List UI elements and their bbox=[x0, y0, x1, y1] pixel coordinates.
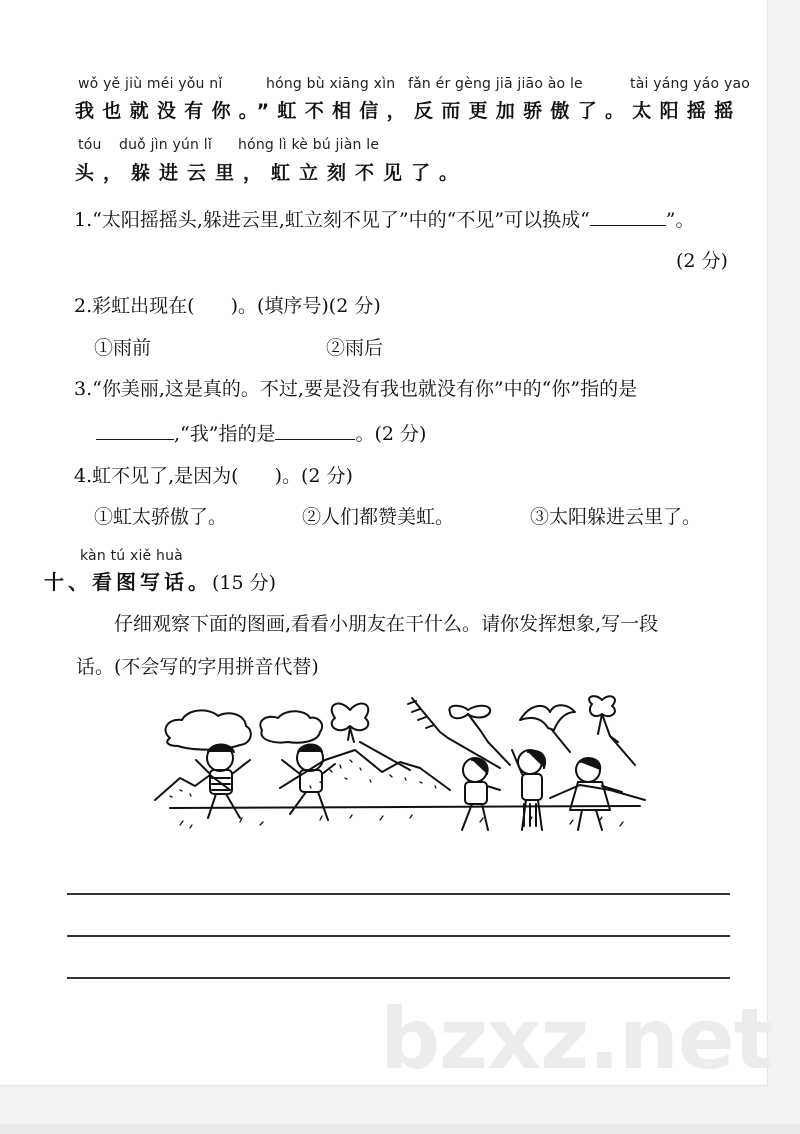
question-text: 虹不见了,是因为( bbox=[92, 465, 239, 487]
story-line-2: 头，躲进云里，虹立刻不见了。 bbox=[75, 162, 468, 184]
q4-option-2: ②人们都赞美虹。 bbox=[302, 506, 455, 528]
pinyin-2c: hóng lì kè bú jiàn le bbox=[238, 137, 380, 153]
writing-line-1[interactable] bbox=[67, 893, 730, 895]
instruction-line-2: 话。(不会写的字用拼音代替) bbox=[76, 656, 319, 678]
instruction-line-1: 仔细观察下面的图画,看看小朋友在干什么。请你发挥想象,写一段 bbox=[114, 613, 659, 635]
question-text-end: )。(2 分) bbox=[274, 465, 353, 487]
question-1-score: (2 分) bbox=[676, 250, 728, 272]
pinyin-1c: fǎn ér gèng jiā jiāo ào le bbox=[408, 76, 583, 92]
question-3-line2 bbox=[96, 419, 426, 446]
question-text-end: )。(填序号)(2 分) bbox=[230, 295, 381, 317]
pinyin-1a: wǒ yě jiù méi yǒu nǐ bbox=[78, 76, 223, 92]
question-text-end: ”。 bbox=[665, 209, 695, 231]
question-text: 彩虹出现在( bbox=[92, 295, 195, 317]
children-flying-kites-icon bbox=[150, 690, 650, 850]
question-2 bbox=[74, 291, 381, 318]
question-text: “你美丽,这是真的。不过,要是没有我也就没有你”中的“你”指的是 bbox=[92, 378, 638, 400]
answer-blank-3a[interactable] bbox=[96, 421, 174, 440]
pinyin-2a: tóu bbox=[78, 137, 102, 153]
pinyin-2b: duǒ jìn yún lǐ bbox=[119, 137, 212, 153]
question-number: 3. bbox=[74, 378, 93, 400]
question-4 bbox=[74, 461, 353, 488]
q2-option-1: ①雨前 bbox=[94, 337, 152, 359]
watermark: bzxz.net bbox=[380, 990, 773, 1088]
question-number: 1. bbox=[74, 209, 93, 231]
story-line-1: 我也就没有你。”虹不相信，反而更加骄傲了。太阳摇摇 bbox=[75, 100, 742, 122]
q4-option-1: ①虹太骄傲了。 bbox=[94, 506, 228, 528]
question-3 bbox=[74, 374, 637, 401]
writing-line-3[interactable] bbox=[67, 977, 730, 979]
section-title: 十、看图写话。 bbox=[44, 570, 212, 594]
section-10-heading bbox=[44, 566, 276, 595]
question-text-mid: ,“我”指的是 bbox=[174, 423, 276, 445]
writing-line-2[interactable] bbox=[67, 935, 730, 937]
question-text-end: 。(2 分) bbox=[355, 423, 427, 445]
question-number: 4. bbox=[74, 465, 93, 487]
section-score: (15 分) bbox=[212, 572, 277, 594]
section-10-pinyin: kàn tú xiě huà bbox=[80, 548, 183, 564]
pinyin-1d: tài yáng yáo yao bbox=[630, 76, 750, 92]
q2-option-2: ②雨后 bbox=[326, 337, 384, 359]
question-number: 2. bbox=[74, 295, 93, 317]
answer-blank-1[interactable] bbox=[590, 207, 666, 226]
pinyin-1b: hóng bù xiāng xìn bbox=[266, 76, 396, 92]
question-text: “太阳摇摇头,躲进云里,虹立刻不见了”中的“不见”可以换成“ bbox=[92, 209, 590, 231]
page-bottom-edge bbox=[0, 1124, 800, 1134]
question-1 bbox=[74, 205, 695, 232]
answer-blank-3b[interactable] bbox=[275, 421, 355, 440]
q4-option-3: ③太阳躲进云里了。 bbox=[530, 506, 702, 528]
